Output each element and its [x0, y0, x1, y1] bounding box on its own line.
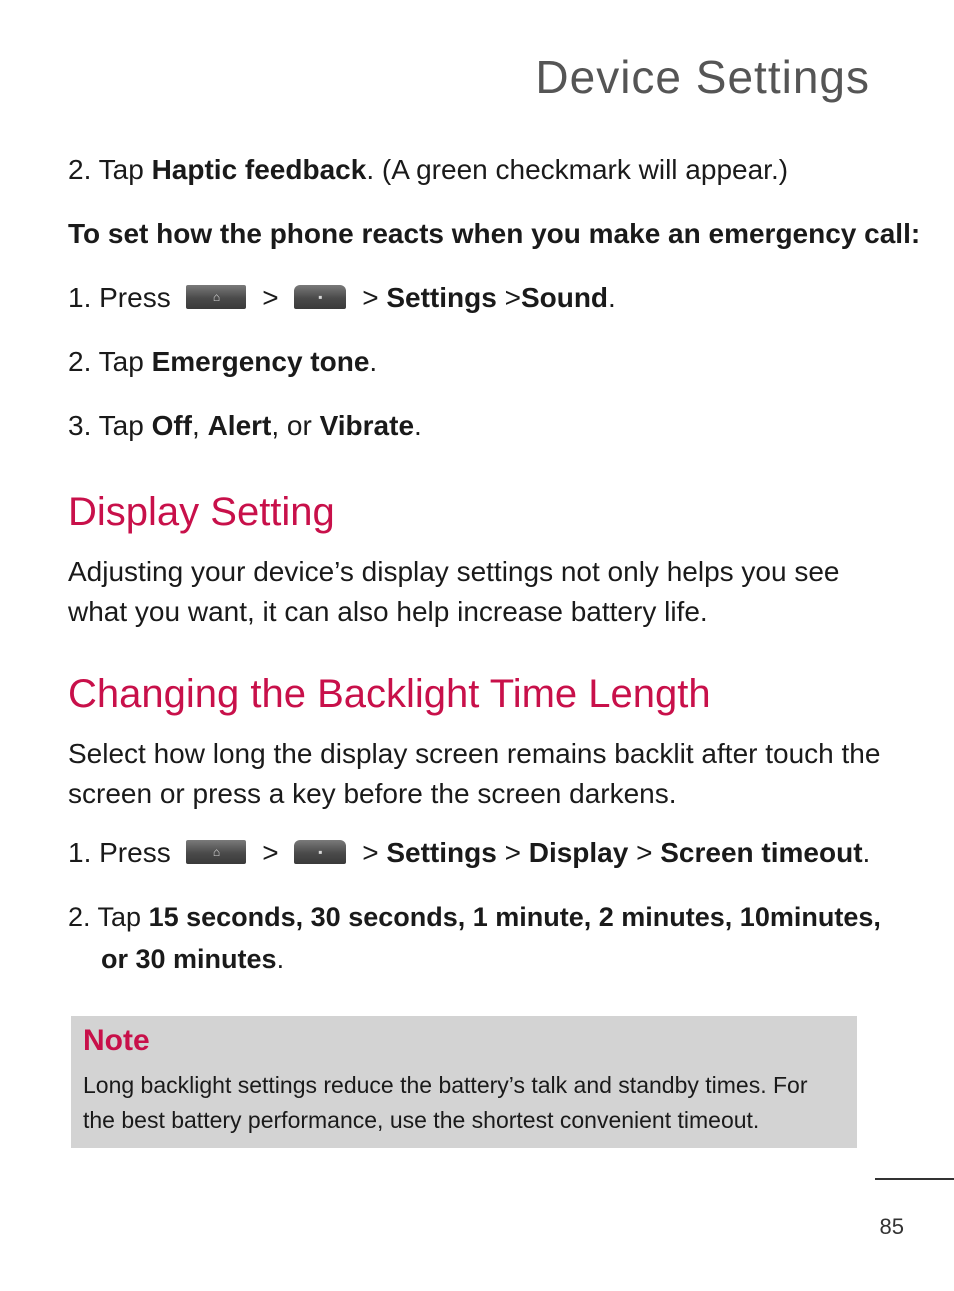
note-box: [71, 1016, 857, 1148]
emergency-tone-label: Emergency tone: [151, 346, 370, 377]
separator: >: [628, 837, 661, 868]
vibrate-label: Vibrate: [319, 410, 415, 441]
emergency-step-1: [68, 280, 616, 316]
menu-key-icon: ▪: [294, 840, 346, 864]
or-text: , or: [271, 410, 320, 441]
sound-label: Sound: [520, 282, 609, 313]
backlight-step-1: [68, 835, 870, 871]
separator: >: [362, 282, 387, 313]
backlight-step-2: [68, 899, 881, 935]
home-key-icon: ⌂: [186, 285, 246, 309]
display-setting-body: Adjusting your device’s display settings not only helps you see what you want, it can also help increase battery life.: [68, 556, 840, 627]
display-label: Display: [528, 837, 629, 868]
note-text: Long backlight settings reduce the battery’s talk and standby times. For the best battery performance, use the shortest convenient timeout.: [83, 1072, 808, 1133]
step-number: 2. Tap: [68, 902, 149, 932]
step-number: 1. Press: [68, 282, 179, 313]
backlight-step-2-cont: [101, 941, 284, 977]
emergency-step-2: [68, 344, 377, 380]
page-number: 85: [879, 1214, 904, 1239]
screen-timeout-label: Screen timeout: [660, 837, 863, 868]
footer-rule: [875, 1178, 954, 1180]
haptic-step: [68, 152, 788, 188]
display-setting-heading: Display Setting: [68, 490, 335, 534]
separator: >: [496, 282, 521, 313]
emergency-step-3: [68, 408, 422, 444]
comma: ,: [192, 410, 208, 441]
haptic-feedback-label: Haptic feedback: [151, 154, 367, 185]
step-number: 1. Press: [68, 837, 179, 868]
separator: >: [362, 837, 387, 868]
page-title: Device Settings: [535, 51, 870, 103]
home-key-icon: ⌂: [186, 840, 246, 864]
backlight-body: Select how long the display screen remains backlit after touch the screen or press a key before the screen darkens.: [68, 738, 881, 809]
menu-key-icon: ▪: [294, 285, 346, 309]
alert-label: Alert: [207, 410, 272, 441]
step-number: 2. Tap: [68, 154, 152, 185]
separator: >: [262, 837, 279, 868]
step-number: 3. Tap: [68, 410, 152, 441]
period: .: [369, 346, 378, 377]
period: .: [862, 837, 871, 868]
settings-label: Settings: [386, 837, 497, 868]
settings-label: Settings: [386, 282, 497, 313]
timeout-options-cont: or 30 minutes: [101, 944, 277, 974]
step-number: 2. Tap: [68, 346, 152, 377]
separator: >: [262, 282, 279, 313]
period: .: [276, 944, 285, 974]
note-title: Note: [83, 1024, 150, 1057]
off-label: Off: [151, 410, 192, 441]
period: .: [608, 282, 616, 313]
period: .: [414, 410, 422, 441]
separator: >: [496, 837, 529, 868]
emergency-intro: To set how the phone reacts when you make an emergency call:: [68, 218, 921, 249]
timeout-options: 15 seconds, 30 seconds, 1 minute, 2 minutes, 10minutes,: [148, 902, 881, 932]
step-rest: . (A green checkmark will appear.): [366, 154, 789, 185]
backlight-heading: Changing the Backlight Time Length: [68, 672, 711, 716]
